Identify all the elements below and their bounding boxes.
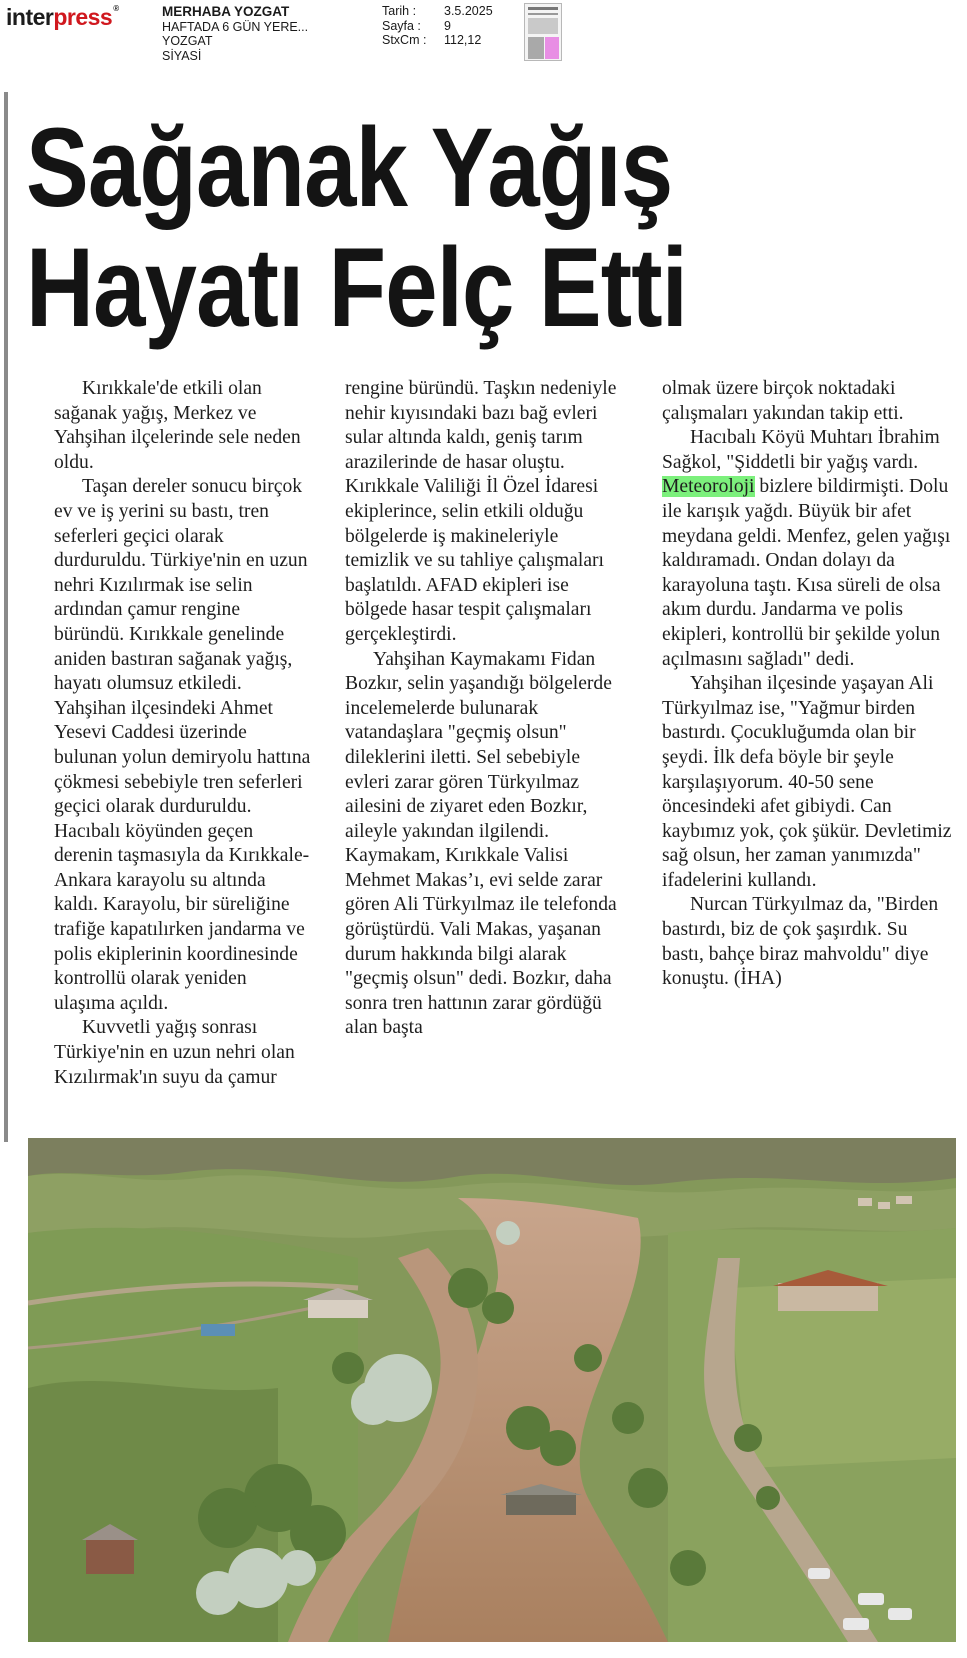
paragraph xyxy=(662,426,952,672)
meta-row-size xyxy=(382,33,493,48)
meta-row-date xyxy=(382,4,493,19)
meta-row-page xyxy=(382,19,493,34)
clipping-header xyxy=(0,0,967,70)
keyword-highlight: Meteoroloji xyxy=(662,476,755,498)
page-thumbnail[interactable] xyxy=(524,3,562,61)
paragraph: Kuvvetli yağış sonrası Türkiye'nin en uzun nehri olan Kızılırmak'ın suyu da çamur xyxy=(54,1017,295,1088)
quote-rest: bizlere bildirmişti. Dolu ile karışık yağdı. Büyük bir afet meydana geldi. Menfez, gelen yağışı kaldıramadı. Ondan dolayı da karayoluna taştı. Kısa süreli de olsa akım durdu. Jandarma ve polis ekipleri, kontrollü bir şekilde yolun açılmasını sağladı" dedi. xyxy=(662,476,951,670)
meta-label: StxCm : xyxy=(382,33,427,47)
paragraph: Kırıkkale'de etkili olan sağanak yağış, Merkez ve Yahşihan ilçelerinde sele neden oldu. xyxy=(54,378,301,473)
publication-info xyxy=(162,5,308,63)
meta-label: Tarih : xyxy=(382,4,417,18)
paragraph: Yahşihan ilçesinde yaşayan Ali Türkyılmaz ise, "Yağmur birden bastırdı. Çocukluğumda olan bir şeydi. İlk defa böyle bir şeyle karşılaşıyorum. 40-50 sene öncesindeki afet gibiydi. Can kaybımız yok, çok şükür. Devletimiz sağ olsun, her zaman yanımızda" ifadelerini kullandı. xyxy=(662,673,952,891)
paragraph: Nurcan Türkyılmaz da, "Birden bastırdı, biz de çok şaşırdık. Su bastı, bahçe biraz mahvoldu" diye konuştu. (İHA) xyxy=(662,894,939,990)
paragraph: rengine büründü. Taşkın nedeniyle nehir kıyısındaki bazı bağ evleri sular altında kaldı, geniş tarım arazilerinde de hasar oluştu. Kırıkkale Valiliği İl Özel İdaresi ekiplerince, selin etkili olduğu bölgelerde iş makineleriyle temizlik ve su tahliye çalışmaları başlatıldı. AFAD ekipleri ise bölgede hasar tespit çalışmaları gerçekleştirdi. xyxy=(345,378,617,645)
headline-line-2: Hayatı Felç Etti xyxy=(26,225,688,350)
registered-mark: ® xyxy=(113,4,119,13)
logo-accent: press xyxy=(53,4,113,30)
flood-aerial-photo xyxy=(28,1138,956,1642)
article-headline xyxy=(26,105,956,350)
meta-value: 9 xyxy=(444,18,451,33)
article-column-3 xyxy=(662,377,952,992)
quote-start: Hacıbalı Köyü Muhtarı İbrahim Sağkol, "Şiddetli bir yağış vardı. xyxy=(662,427,940,473)
article-column-2 xyxy=(345,377,617,1041)
paragraph: olmak üzere birçok noktadaki çalışmaları yakından takip etti. xyxy=(662,378,904,424)
meta-value: 112,12 xyxy=(444,33,482,47)
meta-label: Sayfa : xyxy=(382,18,421,33)
headline-line-1: Sağanak Yağış xyxy=(26,105,673,230)
article-column-1 xyxy=(54,377,312,1090)
logo-main: inter xyxy=(6,4,54,30)
interpress-logo xyxy=(6,4,119,31)
column-rule xyxy=(4,92,8,1142)
paragraph: Taşan dereler sonucu birçok ev ve iş yerini su bastı, tren seferleri geçici olarak durduruldu. Türkiye'nin en uzun nehri Kızılırmak ise selin ardından çamur rengine büründü. Kırıkkale genelinde aniden bastıran sağanak yağış, hayatı olumsuz etkiledi. Yahşihan ilçesindeki Ahmet Yesevi Caddesi üzerinde bulunan yolun demiryolu hattına çökmesi sebebiyle tren seferleri geçici olarak durduruldu. Hacıbalı köyünden geçen derenin taşmasıyla da Kırıkkale-Ankara karayolu su altında kaldı. Karayolu, bir süreliğine trafiğe kapatılırken jandarma ve polis ekiplerinin koordinesinde kontrollü olarak yeniden ulaşıma açıldı. xyxy=(54,476,311,1014)
publication-city: YOZGAT xyxy=(162,34,213,48)
publication-category: SİYASİ xyxy=(162,48,202,63)
paragraph: Yahşihan Kaymakamı Fidan Bozkır, selin yaşandığı bölgelerde incelemelerde bulunarak vatandaşlara "geçmiş olsun" dileklerini iletti. Sel sebebiyle evleri zarar gören Türkyılmaz ailesini de ziyaret eden Bozkır, aileyle yakından ilgilendi. Kaymakam, Kırıkkale Valisi Mehmet Makas’ı, evi selde zarar gören Ali Türkyılmaz ile telefonda görüştürdü. Vali Makas, yaşanan durum hakkında bilgi alarak "geçmiş olsun" dedi. Bozkır, daha sonra tren hattının zarar gördüğü alan başta xyxy=(345,648,617,1039)
publication-frequency: HAFTADA 6 GÜN YERE... xyxy=(162,19,309,34)
meta-value: 3.5.2025 xyxy=(444,4,493,18)
photo-illustration xyxy=(28,1138,956,1642)
publication-name: MERHABA YOZGAT xyxy=(162,4,290,19)
clipping-meta xyxy=(382,4,493,48)
